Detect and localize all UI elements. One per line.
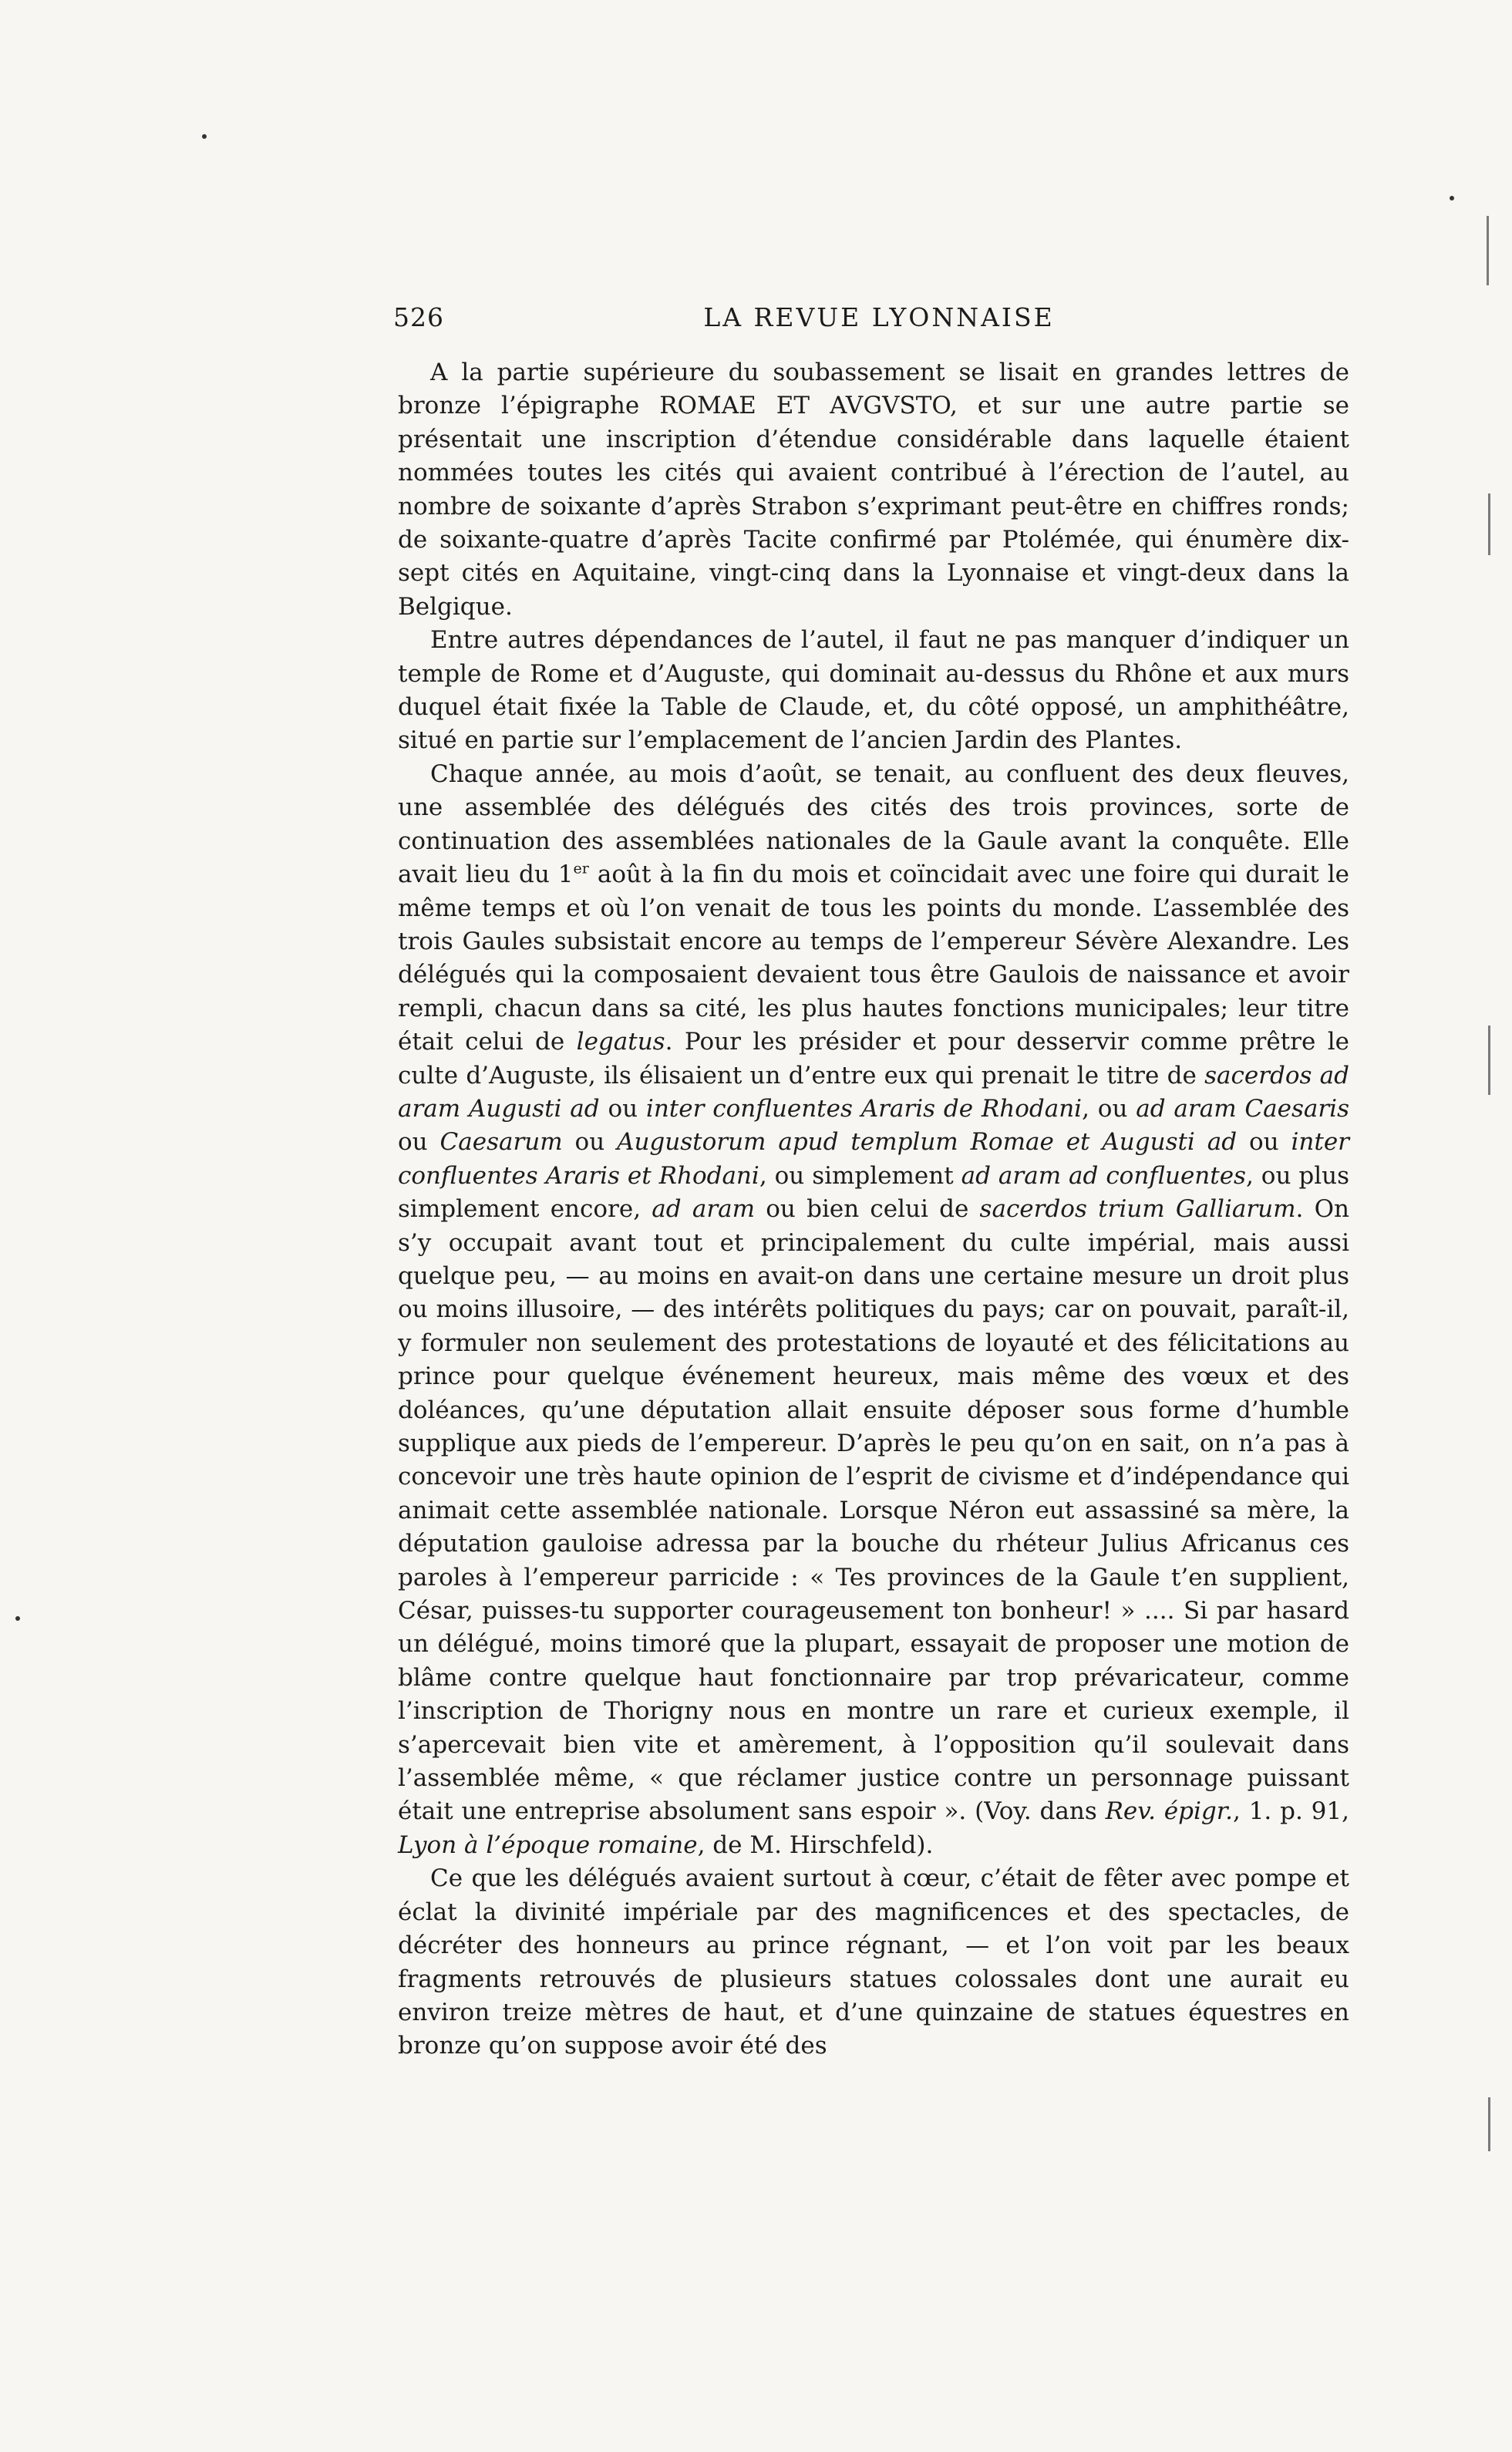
- text-run: août à la fin du mois et coïncidait avec une foire qui durait le même temps et où l’on venait de tous les points du monde. L’assemblée des trois Gaules subsistait encore au temps de l’empereur Sévère Alexandre. Les délégués qui la composaient devaient tous être Gaulois de naissance et avoir rempli, chacun dans sa cité, les plus hautes fonctions municipales; leur titre était celui de: [398, 861, 1349, 1056]
- text-run: , ou plus simplement encore,: [398, 1161, 1349, 1224]
- paragraph: [398, 758, 1349, 1862]
- text-run: Chaque année, au mois d’août, se tenait, au confluent des deux fleuves, une assemblée des délégués des cités des trois provinces, sorte de continuation des assemblées nationales de la Gaule avant la conquête. Elle avait lieu du 1: [398, 760, 1349, 889]
- italic-text: ad aram: [652, 1195, 756, 1224]
- italic-text: inter confluentes Araris de Rhodani: [645, 1094, 1083, 1123]
- text-run: ou: [398, 1128, 440, 1157]
- superscript-text: er: [573, 860, 589, 877]
- text-run: ou: [599, 1094, 646, 1123]
- text-run: Ce que les délégués avaient surtout à cœur, c’était de fêter avec pompe et éclat la divinité impériale par des magnificences et des spectacles, de décréter des honneurs au prince régnant, — et l’on voit par les beaux fragments retrouvés de plusieurs statues colossales dont une aurait eu environ treize mètres de haut, et d’une quinzaine de statues équestres en bronze qu’on suppose avoir été des: [398, 1864, 1349, 2060]
- page-number: 526: [393, 302, 444, 332]
- running-title: LA REVUE LYONNAISE: [703, 302, 1055, 332]
- text-run: . On s’y occupait avant tout et principalement du culte impérial, mais aussi quelque peu, — au moins en avait-on dans une certaine mesure un droit plus ou moins illusoire, — des intérêts politiques du pays; car on pouvait, paraît-il, y formuler non seulement des protestations de loyauté et des félicitations au prince pour quelque événement heureux, mais même des vœux et des doléances, qu’une députation allait ensuite déposer sous forme d’humble supplique aux pieds de l’empereur. D’après le peu qu’on en sait, on n’a pas à concevoir une très haute opinion de l’esprit de civisme et d’indépendance qui animait cette assemblée nationale. Lorsque Néron eut assassiné sa mère, la députation gauloise adressa par la bouche du rhéteur Julius Africanus ces paroles à l’empereur parricide : « Tes provinces de la Gaule t’en supplient, César, puisses-tu supporter courageusement ton bonheur! » .... Si par hasard un délégué, moins timoré que la plupart, essayait de proposer une motion de blâme contre quelque haut fonctionnaire par trop prévaricateur, comme l’inscription de Thorigny nous en montre un rare et curieux exemple, il s’apercevait bien vite et amèrement, à l’opposition qu’il soulevait dans l’assemblée même, « que réclamer justice contre un personnage puissant était une entreprise absolument sans espoir ». (Voy. dans: [398, 1195, 1349, 1826]
- italic-text: Caesarum: [439, 1128, 563, 1157]
- body-text: [398, 356, 1349, 2063]
- text-run: ou: [562, 1128, 618, 1157]
- scan-edge-mark: [1487, 216, 1489, 285]
- italic-text: sacerdos trium Galliarum: [979, 1195, 1296, 1224]
- italic-text: inter confluentes Araris et Rhodani: [398, 1128, 1350, 1190]
- italic-text: ad aram Caesaris: [1136, 1094, 1349, 1123]
- text-run: , de M. Hirschfeld).: [697, 1831, 934, 1859]
- text-run: , ou: [1082, 1094, 1137, 1123]
- text-run: . Pour les présider et pour desservir comme prêtre le culte d’Auguste, ils élisaient un d’entre eux qui prenait le titre de: [398, 1028, 1349, 1090]
- paragraph: [398, 624, 1349, 758]
- text-run: Entre autres dépendances de l’autel, il faut ne pas manquer d’indiquer un temple de Rome et d’Auguste, qui dominait au-dessus du Rhône et aux murs duquel était fixée la Table de Claude, et, du côté opposé, un amphithéâtre, situé en partie sur l’emplacement de l’ancien Jardin des Plantes.: [398, 626, 1349, 755]
- page-header: [393, 302, 1357, 341]
- scan-edge-mark: [1488, 2097, 1490, 2151]
- scan-speck: [1450, 196, 1454, 200]
- text-run: A la partie supérieure du soubassement se lisait en grandes lettres de bronze l’épigraphe ROMAE ET AVGVSTO, et sur une autre partie se présentait une inscription d’étendue considérable dans laquelle étaient nommées toutes les cités qui avaient contribué à l’érection de l’autel, au nombre de soixante d’après Strabon s’exprimant peut-être en chiffres ronds; de soixante-quatre d’après Tacite confirmé par Ptolémée, qui énumère dix-sept cités en Aquitaine, vingt-cinq dans la Lyonnaise et vingt-deux dans la Belgique.: [398, 359, 1349, 621]
- scan-edge-mark: [1488, 493, 1490, 555]
- scan-edge-mark: [1488, 1026, 1490, 1095]
- text-run: , ou simplement: [759, 1161, 961, 1190]
- italic-text: sacerdos ad aram Augusti ad: [398, 1061, 1350, 1123]
- italic-text: Augustorum apud templum Romae et Augusti ad: [617, 1128, 1238, 1157]
- italic-text: Lyon à l’époque romaine: [398, 1831, 698, 1859]
- paragraph: [398, 1862, 1349, 2063]
- text-run: ou bien celui de: [755, 1195, 980, 1224]
- text-run: ou: [1237, 1128, 1291, 1157]
- italic-text: Rev. épigr.: [1105, 1797, 1234, 1826]
- italic-text: legatus: [576, 1028, 665, 1056]
- italic-text: ad aram ad confluentes: [961, 1161, 1246, 1190]
- scan-speck: [15, 1616, 20, 1621]
- text-run: , 1. p. 91,: [1233, 1797, 1349, 1826]
- scan-speck: [202, 134, 207, 139]
- paragraph: [398, 356, 1349, 624]
